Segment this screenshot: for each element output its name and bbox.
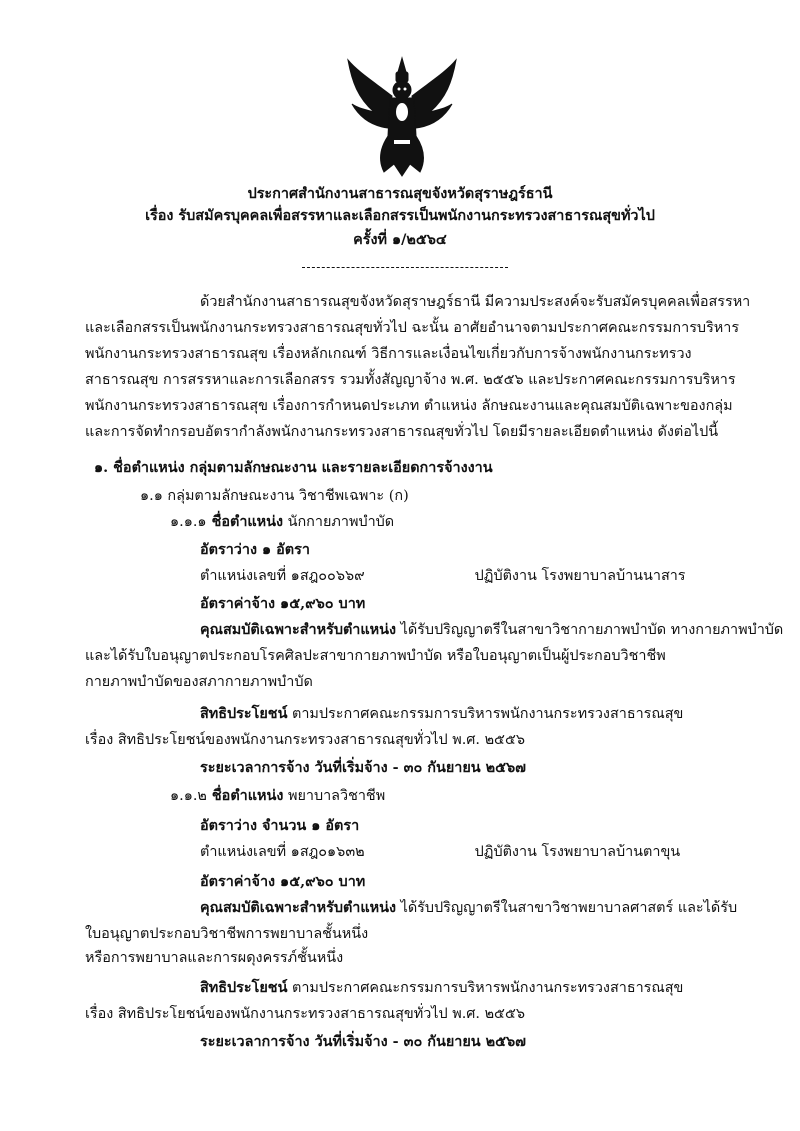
benefit-label: สิทธิประโยชน์	[200, 705, 288, 722]
qualification-line: และได้รับใบอนุญาตประกอบโรคศิลปะสาขากายภาพบำบัด หรือใบอนุญาตเป็นผู้ประกอบวิชาชีพ	[85, 648, 666, 664]
position-code: ตำแหน่งเลขที่ ๑สฎ๐๑๖๓๒	[200, 844, 365, 860]
group-label: กลุ่มตามลักษณะงาน วิชาชีพเฉพาะ (ก)	[162, 488, 409, 504]
workplace: ปฏิบัติงาน โรงพยาบาลบ้านนาสาร	[474, 568, 686, 584]
position-name-label: ชื่อตำแหน่ง	[206, 513, 284, 530]
benefit-text: ตามประกาศคณะกรรมการบริหารพนักงานกระทรวงสาธารณสุข	[287, 980, 684, 996]
intro-line: พนักงานกระทรวงสาธารณสุข เรื่องการกำหนดประเภท ตำแหน่ง ลักษณะงานและคุณสมบัติเฉพาะของกลุ่ม	[85, 398, 733, 414]
group-number: ๑.๑	[140, 488, 163, 504]
benefit-line: เรื่อง สิทธิประโยชน์ของพนักงานกระทรวงสาธารณสุขทั่วไป พ.ศ. ๒๕๕๖	[85, 1006, 525, 1022]
intro-line: สาธารณสุข การสรรหาและการเลือกสรร รวมทั้งสัญญาจ้าง พ.ศ. ๒๕๕๖ และประกาศคณะกรรมการบริหาร	[85, 372, 736, 388]
announcement-title: ประกาศสำนักงานสาธารณสุขจังหวัดสุราษฎร์ธานี	[247, 185, 553, 202]
announcement-subject: เรื่อง รับสมัครบุคคลเพื่อสรรหาและเลือกสรรเป็นพนักงานกระทรวงสาธารณสุขทั่วไป	[145, 207, 655, 224]
position-2-heading	[170, 786, 385, 806]
qualification-line: กายภาพบำบัดของสภากายภาพบำบัด	[85, 674, 313, 690]
vacancy: อัตราว่าง จำนวน ๑ อัตรา	[200, 817, 360, 834]
position-name-label: ชื่อตำแหน่ง	[206, 787, 284, 804]
employment-period: ระยะเวลาการจ้าง วันที่เริ่มจ้าง - ๓๐ กันยายน ๒๕๖๗	[200, 1033, 526, 1050]
vacancy: อัตราว่าง ๑ อัตรา	[200, 541, 310, 558]
salary: อัตราค่าจ้าง ๑๕,๙๖๐ บาท	[200, 595, 366, 612]
position-name: นักกายภาพบำบัด	[283, 514, 395, 530]
position-code: ตำแหน่งเลขที่ ๑สฎ๐๐๖๖๙	[200, 568, 365, 584]
qualification-line: ใบอนุญาตประกอบวิชาชีพการพยาบาลชั้นหนึ่ง	[85, 926, 369, 942]
position-number-line	[200, 566, 686, 586]
intro-line: และการจัดทำกรอบอัตรากำลังพนักงานกระทรวงสาธารณสุขทั่วไป โดยมีรายละเอียดตำแหน่ง ดังต่อไปนี้	[85, 424, 719, 440]
benefit-line: เรื่อง สิทธิประโยชน์ของพนักงานกระทรวงสาธารณสุขทั่วไป พ.ศ. ๒๕๕๖	[85, 732, 525, 748]
benefit-line	[200, 704, 683, 724]
position-number: ๑.๑.๒	[170, 788, 207, 804]
section-heading: ๑. ชื่อตำแหน่ง กลุ่มตามลักษณะงาน และรายละเอียดการจ้างงาน	[94, 459, 493, 476]
workplace: ปฏิบัติงาน โรงพยาบาลบ้านตาขุน	[474, 844, 681, 860]
benefit-line	[200, 978, 683, 998]
intro-line: พนักงานกระทรวงสาธารณสุข เรื่องหลักเกณฑ์ วิธีการและเงื่อนไขเกี่ยวกับการจ้างพนักงานกระทรวง	[85, 346, 692, 362]
garuda-emblem	[344, 52, 460, 180]
title-divider	[302, 267, 508, 268]
benefit-text: ตามประกาศคณะกรรมการบริหารพนักงานกระทรวงสาธารณสุข	[287, 706, 684, 722]
salary: อัตราค่าจ้าง ๑๕,๙๖๐ บาท	[200, 873, 366, 890]
position-1-heading	[170, 512, 394, 532]
position-number: ๑.๑.๑	[170, 514, 207, 530]
intro-line: และเลือกสรรเป็นพนักงานกระทรวงสาธารณสุขทั่วไป ฉะนั้น อาศัยอำนาจตามประกาศคณะกรรมการบริหาร	[85, 320, 740, 336]
qualification-line	[200, 620, 783, 640]
qualification-line	[200, 898, 737, 918]
intro-line: ด้วยสำนักงานสาธารณสุขจังหวัดสุราษฎร์ธานี มีความประสงค์จะรับสมัครบุคคลเพื่อสรรหา	[200, 294, 751, 310]
benefit-label: สิทธิประโยชน์	[200, 979, 288, 996]
qualification-text: ได้รับปริญญาตรีในสาขาวิชาพยาบาลศาสตร์ และได้รับ	[396, 900, 738, 916]
group-heading	[140, 486, 409, 506]
qualification-label: คุณสมบัติเฉพาะสำหรับตำแหน่ง	[200, 899, 397, 916]
position-number-line	[200, 842, 680, 862]
announcement-round: ครั้งที่ ๑/๒๕๖๔	[353, 231, 447, 248]
qualification-text: ได้รับปริญญาตรีในสาขาวิชากายภาพบำบัด ทางกายภาพบำบัด	[396, 622, 784, 638]
position-name: พยาบาลวิชาชีพ	[283, 788, 386, 804]
qualification-label: คุณสมบัติเฉพาะสำหรับตำแหน่ง	[200, 621, 397, 638]
qualification-line: หรือการพยาบาลและการผดุงครรภ์ชั้นหนึ่ง	[85, 950, 344, 966]
employment-period: ระยะเวลาการจ้าง วันที่เริ่มจ้าง - ๓๐ กันยายน ๒๕๖๗	[200, 759, 526, 776]
